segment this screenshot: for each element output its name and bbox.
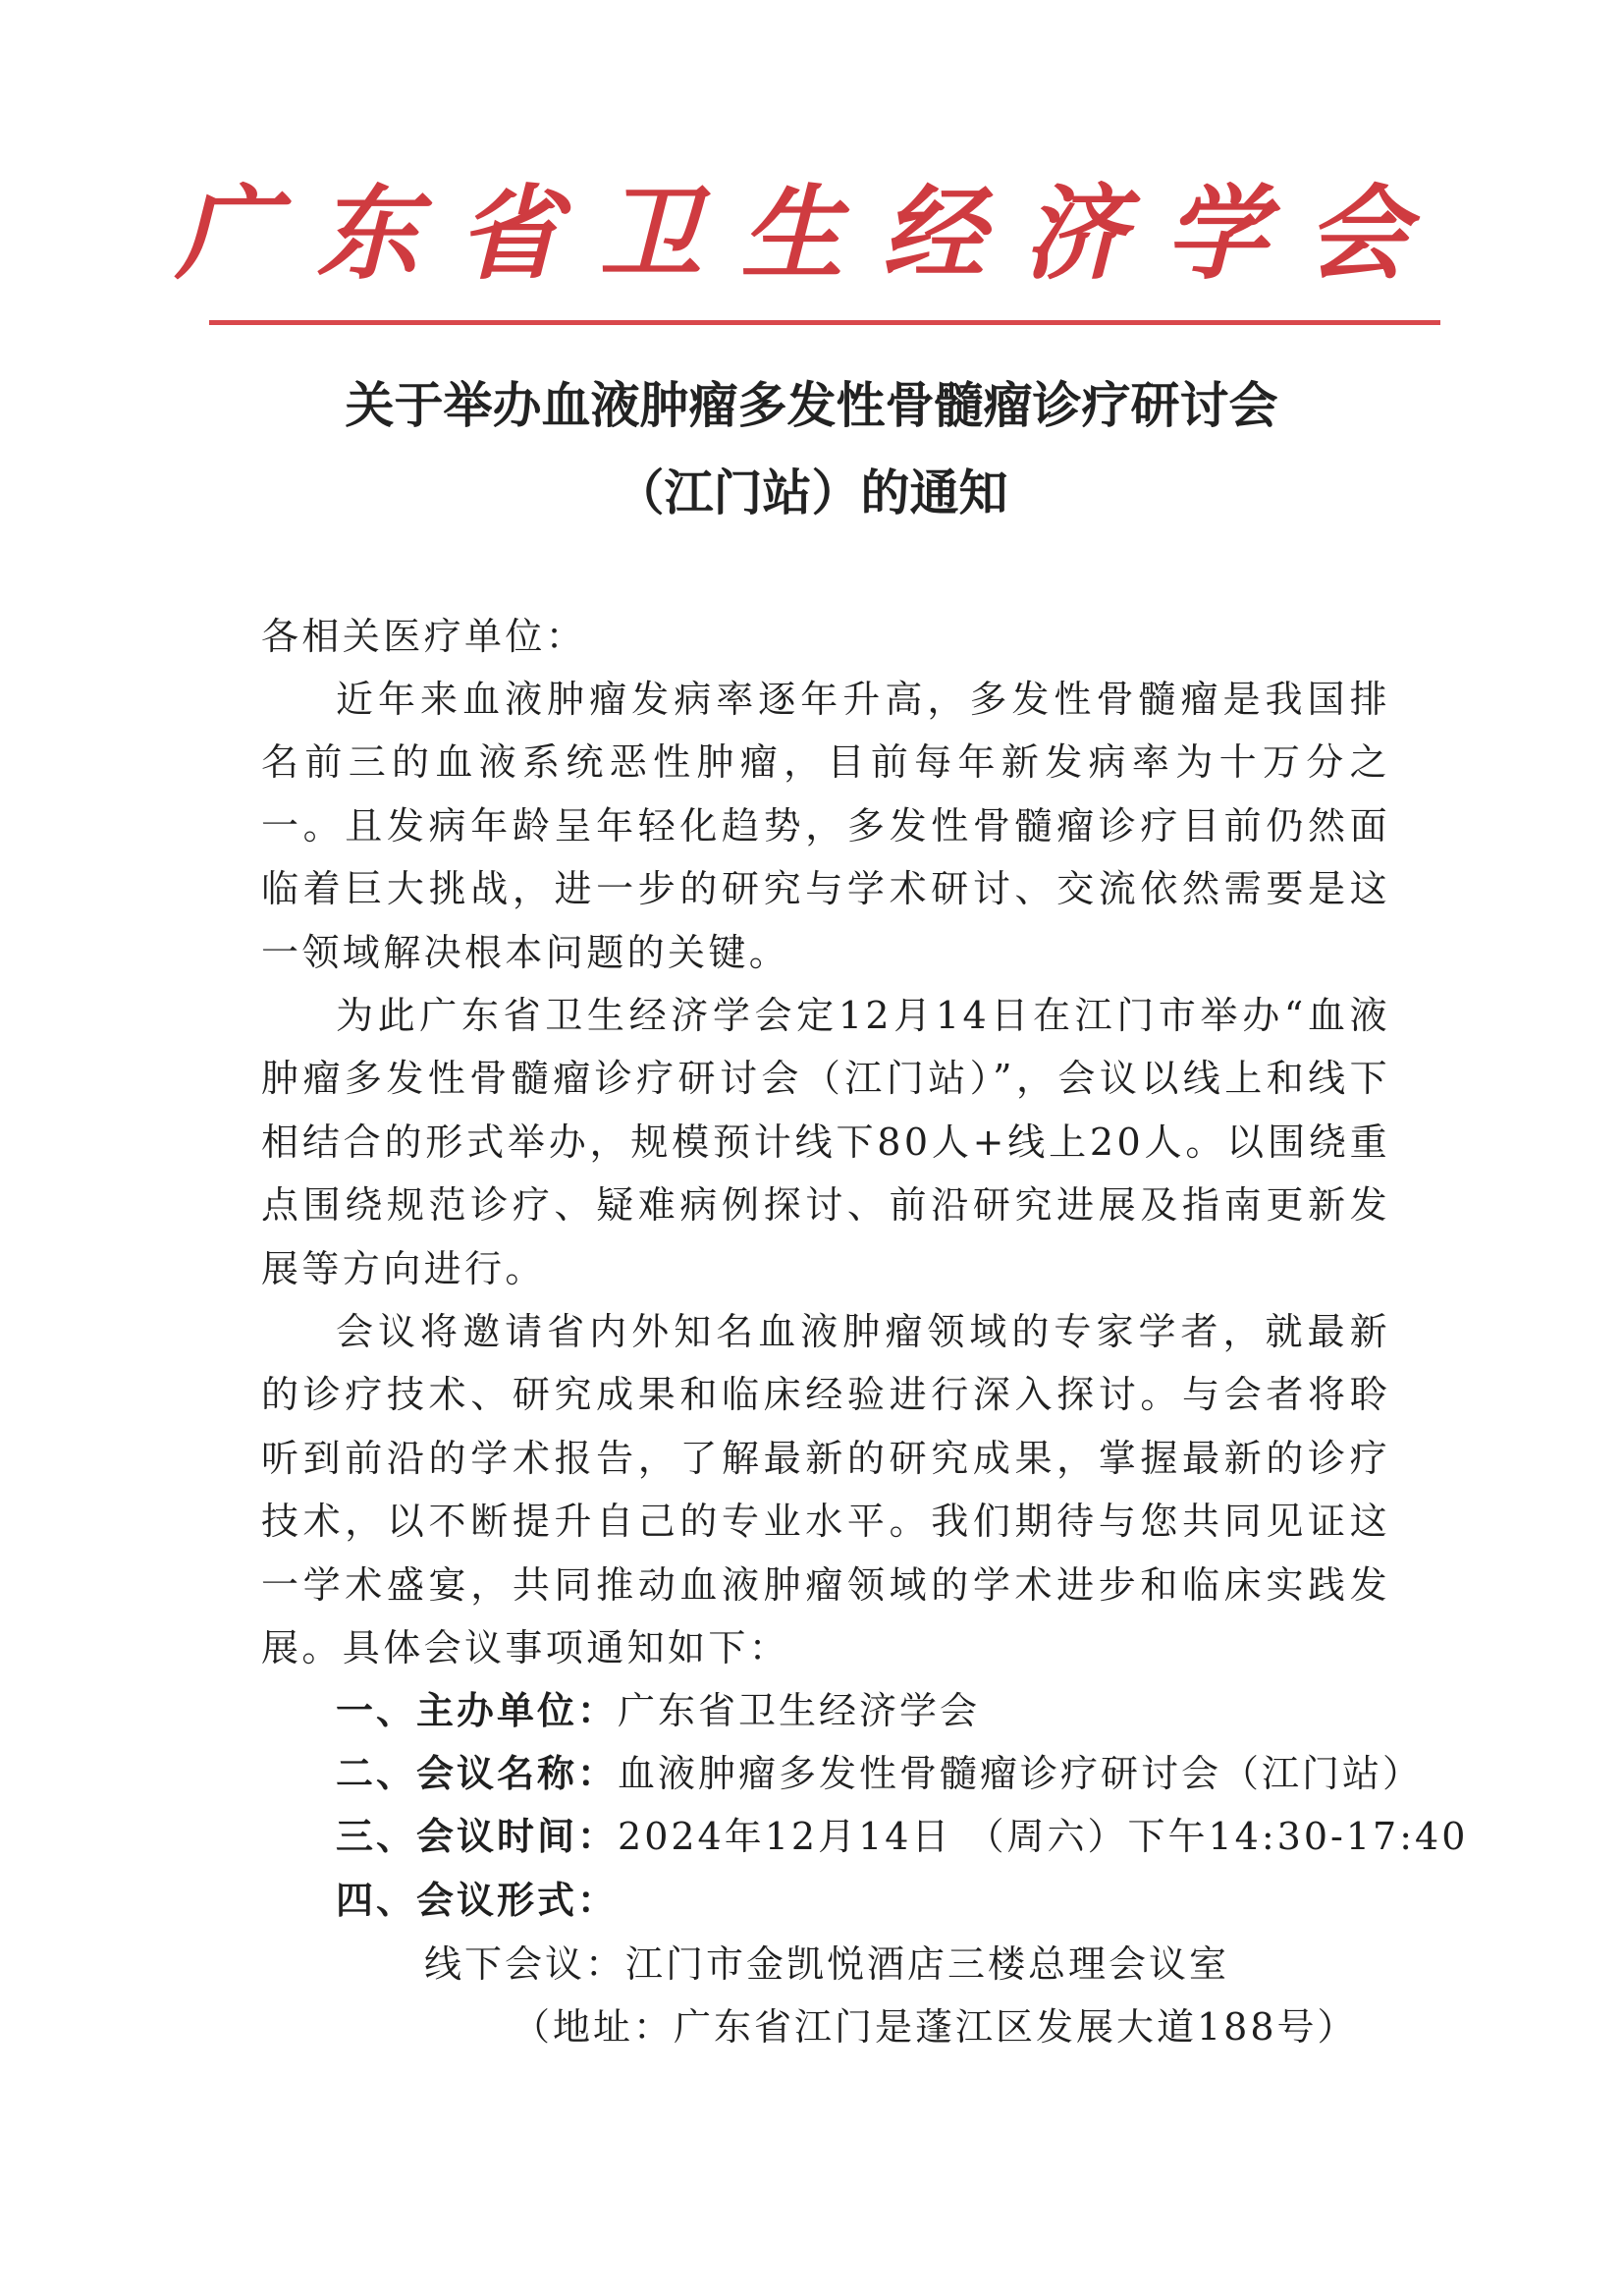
item-value: 广东省卫生经济学会	[618, 1689, 981, 1732]
salutation: 各相关医疗单位：	[261, 615, 587, 658]
paragraph-background: 近年来血液肿瘤发病率逐年升高，多发性骨髓瘤是我国排名前三的血液系统恶性肿瘤，目前每年新发病率为十万分之一。且发病年龄呈年轻化趋势，多发性骨髓瘤诊疗目前仍然面临着巨大挑战，进一步的研究与学术研讨、交流依然需要是这一领域解决根本问题的关键。	[261, 678, 1390, 974]
notice-title-line-2: （江门站）的通知	[615, 464, 1008, 521]
item-meeting-time	[336, 1805, 1469, 1868]
item-label: 一、主办单位：	[336, 1688, 619, 1732]
item-label: 三、会议时间：	[336, 1814, 619, 1858]
organization-letterhead: 广东省卫生经济学会	[175, 173, 1448, 294]
paragraph-invitation: 会议将邀请省内外知名血液肿瘤领域的专家学者，就最新的诊疗技术、研究成果和临床经验进行深入探讨。与会者将聆听到前沿的学术报告，了解最新的研究成果，掌握最新的诊疗技术，以不断提升自己的专业水平。我们期待与您共同见证这一学术盛宴，共同推动血液肿瘤领域的学术进步和临床实践发展。具体会议事项通知如下：	[261, 1310, 1390, 1670]
offline-venue: 线下会议：江门市金凯悦酒店三楼总理会议室	[424, 1942, 1230, 1986]
item-label: 二、会议名称：	[336, 1751, 619, 1795]
paragraph-event-overview: 为此广东省卫生经济学会定12月14日在江门市举办“血液肿瘤多发性骨髓瘤诊疗研讨会（江门站）”，会议以线上和线下相结合的形式举办，规模预计线下80人+线上20人。以围绕重点围绕规范诊疗、疑难病例探讨、前沿研究进展及指南更新发展等方向进行。	[261, 994, 1390, 1290]
item-meeting-format	[336, 1869, 1416, 1932]
venue-address: （地址：广东省江门是蓬江区发展大道188号）	[513, 2005, 1358, 2049]
letterhead-divider	[209, 320, 1440, 325]
item-value: 2024年12月14日 （周六）下午14:30-17:40	[618, 1815, 1469, 1858]
item-organizer	[336, 1679, 1416, 1742]
item-meeting-name	[336, 1742, 1424, 1805]
item-label: 四、会议形式：	[336, 1878, 619, 1922]
notice-title-line-1: 关于举办血液肿瘤多发性骨髓瘤诊疗研讨会	[345, 376, 1278, 434]
item-value: 血液肿瘤多发性骨髓瘤诊疗研讨会（江门站）	[618, 1752, 1424, 1795]
